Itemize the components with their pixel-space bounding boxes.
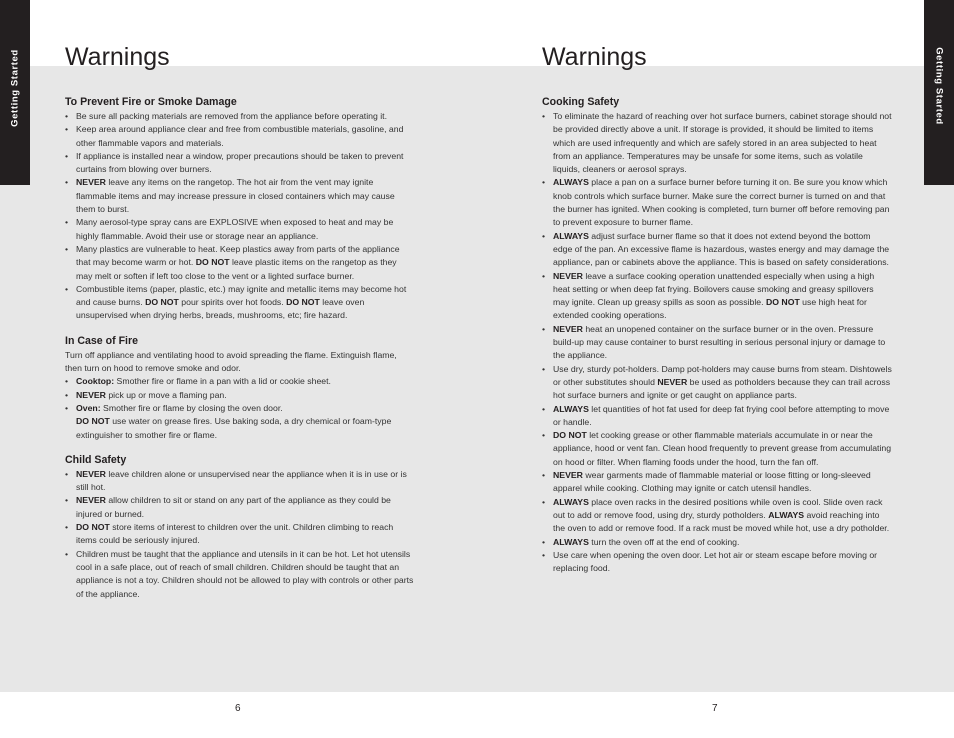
list-item — [65, 389, 415, 402]
page-title-right: Warnings — [542, 43, 647, 71]
body-text: use water on grease fires. Use baking soda, a dry chemical or foam-type extinguisher to smother fire or flame. — [76, 416, 392, 440]
section-tab-label: Getting Started — [933, 47, 945, 125]
body-text: Turn off appliance and ventilating hood to avoid spreading the flame. Extinguish flame, then turn on hood to remove smoke and odor. — [65, 349, 397, 374]
emphasis-text: Oven: — [76, 402, 101, 413]
list-item — [542, 469, 892, 496]
emphasis-text: DO NOT — [765, 297, 800, 308]
list-item — [65, 375, 415, 388]
list-item — [65, 494, 415, 521]
body-text: Combustible items (paper, plastic, etc.) may ignite and metallic items may become hot and cause burns. — [76, 283, 407, 308]
emphasis-text: NEVER — [553, 323, 583, 334]
emphasis-text: NEVER — [76, 468, 106, 479]
list-item — [542, 549, 892, 576]
emphasis-text: ALWAYS — [553, 177, 589, 188]
body-text: allow children to sit or stand on any part of the appliance as they could be injured or burned. — [76, 495, 391, 519]
list-item — [65, 402, 415, 442]
body-text: Many plastics are vulnerable to heat. Keep plastics away from parts of the appliance that may become warm or hot. — [76, 243, 400, 268]
body-text: Smother fire or flame in a pan with a lid or cookie sheet. — [114, 376, 331, 387]
list-item — [542, 323, 892, 363]
warning-list — [65, 110, 415, 323]
body-text: use high heat for extended cooking operations. — [553, 297, 867, 321]
left-page-content — [65, 95, 415, 612]
body-text: Many aerosol-type spray cans are EXPLOSIVE when exposed to heat and may be highly flammable. Avoid their use or storage near an appliance. — [76, 217, 394, 241]
warning-section — [65, 453, 415, 601]
paragraph — [65, 349, 415, 376]
body-text: turn the oven off at the end of cooking. — [588, 536, 740, 547]
emphasis-text: DO NOT — [76, 416, 110, 427]
list-item — [65, 243, 415, 283]
warning-list — [65, 349, 415, 442]
body-text: avoid reaching into the oven to add or remove food. If a rack must be moved while hot, use a dry potholder. — [553, 509, 890, 534]
warning-list — [65, 468, 415, 601]
list-item — [542, 270, 892, 323]
body-text: Keep area around appliance clear and free from combustible materials, gasoline, and other flammable vapors and materials. — [76, 124, 404, 148]
body-text: pick up or move a flaming pan. — [105, 389, 227, 400]
emphasis-text: NEVER — [76, 177, 106, 188]
section-heading: To Prevent Fire or Smoke Damage — [65, 96, 237, 108]
body-text: Be sure all packing materials are removed from the appliance before operating it. — [76, 111, 387, 121]
warning-section — [65, 95, 415, 323]
list-item — [542, 403, 892, 430]
emphasis-text: DO NOT — [553, 430, 587, 441]
list-item — [65, 150, 415, 177]
warning-list — [542, 110, 892, 575]
body-text: To eliminate the hazard of reaching over hot surface burners, cabinet storage should not be provided directly above a unit. If storage is provided, it should be limited to items which are used infrequently and which are safely stored in an area subjected to heat from an appliance. Temperatures may be unsafe for some items, such as volatile liquids, cleaners or aerosol sprays. — [553, 111, 892, 175]
body-text: pour spirits over hot foods. — [178, 297, 287, 308]
list-item — [542, 536, 892, 549]
body-text: Smother fire or flame by closing the oven door. — [100, 402, 283, 413]
body-text: leave any items on the rangetop. The hot air from the vent may ignite flammable items and may increase pressure in closed containers which may cause them to burst. — [76, 177, 395, 215]
body-text: be used as potholders because they can trail across hot surface burners and ignite or get caught on appliance parts. — [553, 376, 891, 401]
body-text: store items of interest to children over the unit. Children climbing to reach items could be seriously injured. — [76, 522, 394, 546]
list-item — [65, 110, 415, 123]
body-text: let cooking grease or other flammable materials accumulate in or near the appliance, hood or vent fan. Clean hood frequently to prevent grease from accumulating on hood or filter. When flaming foods under the hood, turn the fan off. — [553, 430, 892, 467]
emphasis-text: DO NOT — [76, 522, 110, 533]
body-text: place a pan on a surface burner before turning it on. Be sure you know which knob controls which surface burner. Make sure the correct burner is turned on and that the burner has ignited. When cooking is completed, turn burner off before removing pan to prevent exposure to burner flame. — [553, 177, 890, 228]
emphasis-text: Cooktop: — [76, 376, 115, 387]
emphasis-text: NEVER — [657, 376, 688, 387]
body-text: leave children alone or unsupervised near the appliance when it is in use or is still hot. — [76, 468, 407, 493]
list-item — [65, 521, 415, 548]
body-text: If appliance is installed near a window, proper precautions should be taken to prevent curtains from blowing over burners. — [76, 150, 404, 175]
list-item — [542, 110, 892, 176]
list-item — [65, 548, 415, 601]
list-item — [65, 283, 415, 323]
list-item — [65, 176, 415, 216]
emphasis-text: ALWAYS — [553, 230, 589, 241]
page-number-left: 6 — [235, 703, 241, 714]
page-number-right: 7 — [712, 703, 718, 714]
warning-section — [542, 95, 892, 575]
body-text: leave oven unsupervised when drying herbs, breads, mushrooms, etc; fire hazard. — [76, 297, 365, 321]
list-item — [542, 230, 892, 270]
body-text: adjust surface burner flame so that it does not extend beyond the bottom edge of the pan. An excessive flame is hazardous, wastes energy and may damage the appliance, pan or cabinets above the appliance. This is based on safety considerations. — [553, 230, 890, 268]
list-item — [65, 468, 415, 495]
body-text: place oven racks in the desired positions while oven is cool. Slide oven rack out to add or remove food, using dry, sturdy potholders. — [553, 496, 883, 520]
list-item — [542, 496, 892, 536]
warning-section — [65, 334, 415, 442]
body-text: leave a surface cooking operation unattended especially when using a high heat setting or when deep fat frying. Boilovers cause smoking and greasy spillovers may ignite. Clean up greasy spills as soon as possible. — [553, 270, 875, 308]
emphasis-text: ALWAYS — [553, 403, 589, 414]
body-text: wear garments made of flammable material or loose fitting or long-sleeved apparel while cooking. Clothing may ignite or catch utensil handles. — [553, 470, 871, 494]
emphasis-text: ALWAYS — [553, 536, 589, 547]
emphasis-text: ALWAYS — [553, 496, 589, 507]
list-item — [542, 363, 892, 403]
section-heading: Cooking Safety — [542, 96, 620, 108]
section-heading: Child Safety — [65, 453, 127, 466]
body-text: leave plastic items on the rangetop as they may melt or soften if left too close to the vent or a lighted surface burner. — [76, 257, 397, 281]
emphasis-text: DO NOT — [286, 297, 320, 308]
body-text: heat an unopened container on the surface burner or in the oven. Pressure build-up may cause container to burst resulting in serious personal injury or damage to the appliance. — [553, 323, 886, 361]
emphasis-text: DO NOT — [145, 297, 179, 308]
list-item — [542, 176, 892, 229]
page-title-left: Warnings — [65, 43, 170, 71]
emphasis-text: NEVER — [76, 389, 106, 400]
emphasis-text: DO NOT — [195, 257, 230, 268]
section-heading: In Case of Fire — [65, 334, 138, 347]
section-tab-label: Getting Started — [9, 49, 21, 127]
section-tab-right — [924, 0, 954, 185]
list-item — [65, 216, 415, 243]
body-text: let quantities of hot fat used for deep fat frying cool before attempting to move or handle. — [553, 403, 890, 427]
body-text: Use dry, sturdy pot-holders. Damp pot-holders may cause burns from steam. Dishtowels or other substitutes should — [553, 363, 892, 387]
body-text: Children must be taught that the appliance and utensils in it can be hot. Let hot utensils cool in a safe place, out of reach of small children. Children should be taught that an appliance is not a toy. Children should not be allowed to play with controls or other parts of the appliance. — [76, 548, 414, 599]
emphasis-text: NEVER — [553, 270, 583, 281]
list-item — [65, 123, 415, 150]
list-item — [542, 429, 892, 469]
right-page-content — [542, 95, 892, 586]
section-tab-left — [0, 0, 30, 185]
emphasis-text: NEVER — [553, 470, 583, 481]
emphasis-text: NEVER — [76, 495, 106, 506]
emphasis-text: ALWAYS — [768, 509, 805, 520]
body-text: Use care when opening the oven door. Let hot air or steam escape before moving or replacing food. — [553, 549, 878, 574]
